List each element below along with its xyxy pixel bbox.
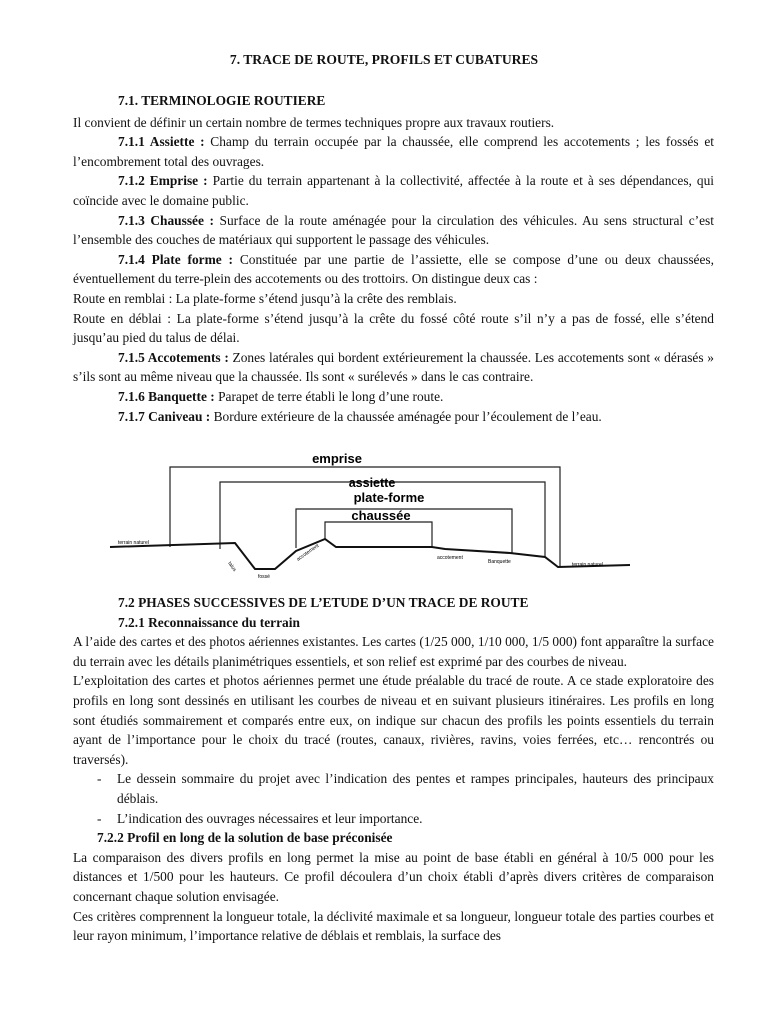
label-assiette: assiette [348, 476, 396, 490]
section-7-1 [73, 91, 714, 426]
term-text: Surface de la route aménagée pour la circulation des véhicules. Au sens structural c’est l’ensemble des couches de matériaux qui supportent le passage des véhicules. [73, 212, 714, 248]
term-text: Zones latérales qui bordent extérieurement la chaussée. Les accotements sont « dérasés » s’ils sont au même niveau que la chaussée. Ils sont « surélevés » dans le cas contraire. [73, 349, 714, 385]
subsection-heading: 7.2.2 Profil en long de la solution de base préconisée [97, 830, 393, 846]
bullet-dash: - [97, 810, 102, 826]
label-emprise: emprise [312, 451, 362, 466]
term-plate-forme [73, 250, 714, 289]
label-talus: talus [226, 560, 238, 573]
section-heading: 7.1. TERMINOLOGIE ROUTIERE [118, 93, 326, 108]
term-label: 7.1.1 Assiette : [118, 134, 205, 150]
label-chaussee: chaussée [351, 508, 411, 523]
term-text: Champ du terrain occupée par la chaussée, elle comprend les accotements ; les fossés et l’encombrement total des ouvrages. [73, 134, 714, 169]
label-fosse: fossé [258, 574, 270, 580]
term-accotements [73, 348, 714, 387]
term-label: 7.1.7 Caniveau : [118, 408, 211, 424]
bullet-item [73, 769, 714, 808]
chaussee-bracket [325, 522, 432, 547]
term-text: Partie du terrain appartenant à la collectivité, affectée à la route et à ses dépendances, qui coïncide avec le domaine public. [73, 173, 714, 208]
route-remblai: Route en remblai : La plate-forme s’étend jusqu’à la crête des remblais. [73, 290, 457, 306]
paragraph: Ces critères comprennent la longueur totale, la déclivité maximale et sa longueur, longueur totale des parties courbes et leur rayon minimum, l’importance relative de déblais et remblais, la surface des [73, 908, 714, 944]
section-7-2 [73, 593, 714, 946]
term-assiette [73, 132, 714, 171]
road-cross-section-diagram [100, 445, 640, 585]
term-label: 7.1.3 Chaussée : [118, 212, 214, 228]
bullet-item [73, 809, 714, 829]
bullet-text: L’indication des ouvrages nécessaires et leur importance. [117, 810, 423, 826]
paragraph: La comparaison des divers profils en long permet la mise au point de base établi en général à 10/5 000 pour les distances et 1/500 pour les hauteurs. Ce profil découlera d’un choix établi d’après divers critères de comparaison concernant chaque solution envisagée. [73, 849, 714, 904]
terrain-profile [110, 539, 630, 569]
route-deblai: Route en déblai : La plate-forme s’étend jusqu’à la crête du fossé côté route s’il n’y a pas de fossé, elle s’étend jusqu’au pied du talus de délai. [73, 310, 714, 346]
term-label: 7.1.6 Banquette : [118, 388, 215, 404]
label-terrain-right: terrain naturel [572, 562, 603, 568]
term-banquette [73, 387, 714, 407]
term-chaussee [73, 211, 714, 250]
term-text: Constituée par une partie de l’assiette, elle se compose d’une ou deux chaussées, éventuellement du terre-plein des accotements ou des trottoirs. On distingue deux cas : [73, 251, 714, 287]
label-terrain-left: terrain naturel [118, 540, 149, 546]
term-text: Bordure extérieure de la chaussée aménagée pour l’écoulement de l’eau. [210, 408, 602, 424]
term-label: 7.1.2 Emprise : [118, 173, 208, 189]
paragraph: A l’aide des cartes et des photos aériennes existantes. Les cartes (1/25 000, 1/10 000, 1/5 000) font apparaître la surface du terrain avec les détails planimétriques essentiels, et son relief est exprimé par des courbes de niveau. [73, 634, 714, 669]
paragraph: L’exploitation des cartes et photos aériennes permet une étude préalable du tracé de route. A ce stade exploratoire des profils en long sont dessinés en utilisant les courbes de niveau et en suivant plusieurs itinéraires. Les profils en long sont étudiés sommairement et comparés entre eux, on indique sur chacun des profils les points essentiels du terrain ayant de l’importance pour le choix du tracé (routes, canaux, rivières, ravins, voies ferrées, etc… rencontrés ou traversés). [73, 673, 714, 767]
page-title: 7. TRACE DE ROUTE, PROFILS ET CUBATURES [229, 52, 539, 67]
term-text: Parapet de terre établi le long d’une route. [214, 388, 444, 404]
term-emprise [73, 171, 714, 210]
bullet-dash: - [97, 771, 102, 787]
intro-paragraph: Il convient de définir un certain nombre de termes techniques propre aux travaux routiers. [73, 114, 555, 130]
term-label: 7.1.4 Plate forme : [118, 251, 233, 267]
subsection-heading: 7.2.1 Reconnaissance du terrain [118, 614, 300, 630]
label-accotement-left: accotement [295, 542, 321, 563]
term-label: 7.1.5 Accotements : [118, 349, 229, 365]
label-accotement-right: accotement [437, 555, 463, 561]
term-caniveau [73, 407, 714, 427]
bullet-text: Le dessein sommaire du projet avec l’indication des pentes et rampes principales, hauteurs des principaux déblais. [117, 771, 714, 806]
label-banquette: Banquette [488, 559, 511, 565]
label-plate-forme: plate-forme [353, 490, 425, 505]
section-heading: 7.2 PHASES SUCCESSIVES DE L’ETUDE D’UN TRACE DE ROUTE [118, 595, 529, 610]
